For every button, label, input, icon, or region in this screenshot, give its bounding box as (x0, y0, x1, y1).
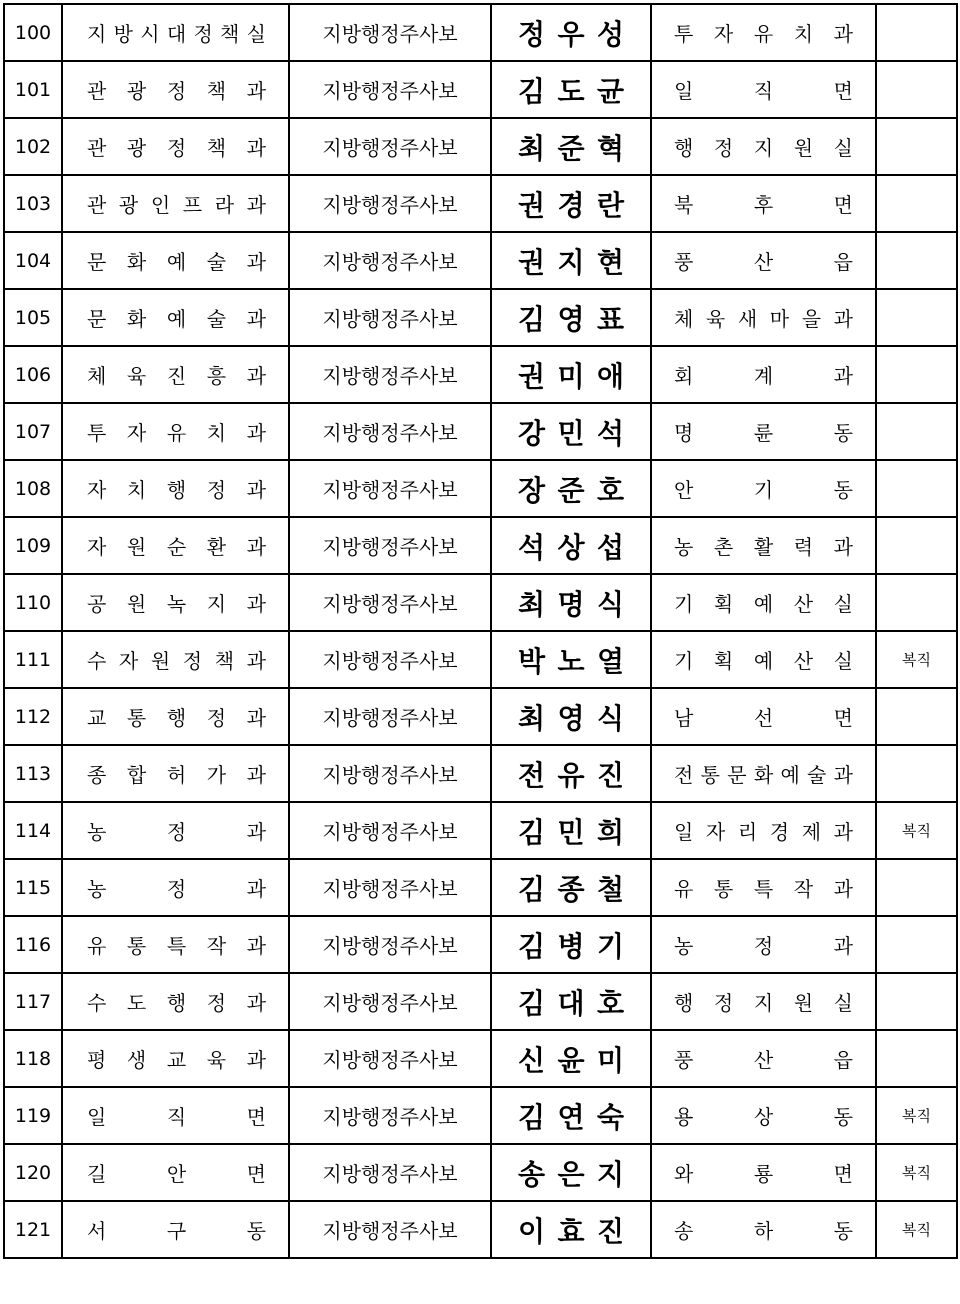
table-row (4, 1087, 957, 1144)
row-number: 103 (4, 175, 62, 232)
spaced-text: 서 구 동 (87, 1219, 266, 1243)
new-department (651, 517, 876, 574)
current-department (62, 232, 289, 289)
person-name (491, 460, 651, 517)
spaced-text: 공 원 녹 지 과 (87, 592, 266, 616)
remarks: 복직 (876, 1201, 957, 1258)
spaced-text: 송 하 동 (674, 1219, 853, 1243)
spaced-text: 명 륜 동 (674, 421, 853, 445)
remarks (876, 289, 957, 346)
table-row (4, 118, 957, 175)
table-row (4, 175, 957, 232)
rank: 지방행정주사보 (289, 403, 491, 460)
current-department (62, 973, 289, 1030)
row-number: 115 (4, 859, 62, 916)
spaced-text: 자 원 순 환 과 (87, 535, 266, 559)
person-name (491, 346, 651, 403)
new-department (651, 118, 876, 175)
spaced-text: 자 치 행 정 과 (87, 478, 266, 502)
current-department (62, 745, 289, 802)
remarks (876, 973, 957, 1030)
remarks (876, 859, 957, 916)
spaced-text: 평 생 교 육 과 (87, 1048, 266, 1072)
spaced-text: 농 정 과 (87, 877, 266, 901)
rank: 지방행정주사보 (289, 61, 491, 118)
spaced-text: 수 자 원 정 책 과 (87, 649, 266, 673)
row-number: 111 (4, 631, 62, 688)
current-department (62, 631, 289, 688)
new-department (651, 346, 876, 403)
table-row (4, 859, 957, 916)
person-name (491, 1201, 651, 1258)
new-department (651, 460, 876, 517)
rank: 지방행정주사보 (289, 289, 491, 346)
table-row (4, 973, 957, 1030)
spaced-text: 권 미 애 (518, 359, 624, 393)
person-name (491, 4, 651, 61)
new-department (651, 1144, 876, 1201)
rank: 지방행정주사보 (289, 745, 491, 802)
row-number: 120 (4, 1144, 62, 1201)
person-name (491, 1144, 651, 1201)
spaced-text: 안 기 동 (674, 478, 853, 502)
person-name (491, 232, 651, 289)
person-name (491, 745, 651, 802)
spaced-text: 석 상 섭 (518, 530, 624, 564)
spaced-text: 김 종 철 (518, 872, 624, 906)
spaced-text: 유 통 특 작 과 (87, 934, 266, 958)
row-number: 105 (4, 289, 62, 346)
remarks (876, 574, 957, 631)
new-department (651, 1087, 876, 1144)
rank: 지방행정주사보 (289, 118, 491, 175)
person-name (491, 688, 651, 745)
table-row (4, 688, 957, 745)
table-row (4, 1144, 957, 1201)
new-department (651, 574, 876, 631)
person-name (491, 859, 651, 916)
person-name (491, 517, 651, 574)
table-row (4, 916, 957, 973)
current-department (62, 916, 289, 973)
current-department (62, 175, 289, 232)
rank: 지방행정주사보 (289, 175, 491, 232)
rank: 지방행정주사보 (289, 4, 491, 61)
spaced-text: 문 화 예 술 과 (87, 307, 266, 331)
table-row (4, 802, 957, 859)
new-department (651, 802, 876, 859)
new-department (651, 631, 876, 688)
rank: 지방행정주사보 (289, 631, 491, 688)
current-department (62, 289, 289, 346)
spaced-text: 회 계 과 (674, 364, 853, 388)
table-row (4, 574, 957, 631)
remarks (876, 175, 957, 232)
spaced-text: 투 자 유 치 과 (87, 421, 266, 445)
spaced-text: 김 영 표 (518, 302, 624, 336)
spaced-text: 신 윤 미 (518, 1043, 624, 1077)
spaced-text: 와 룡 면 (674, 1162, 853, 1186)
spaced-text: 기 획 예 산 실 (674, 649, 853, 673)
spaced-text: 최 준 혁 (518, 131, 624, 165)
remarks: 복직 (876, 631, 957, 688)
table-row (4, 1201, 957, 1258)
table-row (4, 745, 957, 802)
new-department (651, 4, 876, 61)
spaced-text: 교 통 행 정 과 (87, 706, 266, 730)
spaced-text: 박 노 열 (518, 644, 624, 678)
spaced-text: 행 정 지 원 실 (674, 991, 853, 1015)
current-department (62, 346, 289, 403)
spaced-text: 기 획 예 산 실 (674, 592, 853, 616)
spaced-text: 풍 산 읍 (674, 250, 853, 274)
new-department (651, 688, 876, 745)
new-department (651, 859, 876, 916)
table-row (4, 631, 957, 688)
spaced-text: 유 통 특 작 과 (674, 877, 853, 901)
remarks: 복직 (876, 802, 957, 859)
row-number: 116 (4, 916, 62, 973)
remarks (876, 916, 957, 973)
table-row (4, 460, 957, 517)
remarks (876, 1030, 957, 1087)
spaced-text: 김 도 균 (518, 74, 624, 108)
person-name (491, 1087, 651, 1144)
remarks (876, 403, 957, 460)
new-department (651, 289, 876, 346)
rank: 지방행정주사보 (289, 346, 491, 403)
spaced-text: 권 경 란 (518, 188, 624, 222)
rank: 지방행정주사보 (289, 517, 491, 574)
spaced-text: 관 광 정 책 과 (87, 79, 266, 103)
current-department (62, 4, 289, 61)
personnel-table (3, 3, 958, 1259)
table-row (4, 517, 957, 574)
spaced-text: 일 직 면 (674, 79, 853, 103)
row-number: 112 (4, 688, 62, 745)
table-row (4, 61, 957, 118)
current-department (62, 403, 289, 460)
remarks (876, 232, 957, 289)
new-department (651, 745, 876, 802)
current-department (62, 1201, 289, 1258)
person-name (491, 802, 651, 859)
remarks (876, 4, 957, 61)
person-name (491, 916, 651, 973)
current-department (62, 460, 289, 517)
new-department (651, 175, 876, 232)
row-number: 102 (4, 118, 62, 175)
spaced-text: 김 민 희 (518, 815, 624, 849)
remarks (876, 460, 957, 517)
person-name (491, 175, 651, 232)
remarks (876, 688, 957, 745)
rank: 지방행정주사보 (289, 802, 491, 859)
remarks (876, 517, 957, 574)
rank: 지방행정주사보 (289, 460, 491, 517)
remarks (876, 346, 957, 403)
spaced-text: 종 합 허 가 과 (87, 763, 266, 787)
spaced-text: 체 육 진 흥 과 (87, 364, 266, 388)
spaced-text: 길 안 면 (87, 1162, 266, 1186)
current-department (62, 1087, 289, 1144)
current-department (62, 61, 289, 118)
spaced-text: 용 상 동 (674, 1105, 853, 1129)
table-row (4, 4, 957, 61)
spaced-text: 일 직 면 (87, 1105, 266, 1129)
spaced-text: 농 정 과 (87, 820, 266, 844)
rank: 지방행정주사보 (289, 1087, 491, 1144)
rank: 지방행정주사보 (289, 1144, 491, 1201)
row-number: 114 (4, 802, 62, 859)
person-name (491, 403, 651, 460)
rank: 지방행정주사보 (289, 232, 491, 289)
person-name (491, 61, 651, 118)
current-department (62, 118, 289, 175)
new-department (651, 1201, 876, 1258)
person-name (491, 631, 651, 688)
row-number: 108 (4, 460, 62, 517)
spaced-text: 장 준 호 (518, 473, 624, 507)
spaced-text: 수 도 행 정 과 (87, 991, 266, 1015)
spaced-text: 권 지 현 (518, 245, 624, 279)
person-name (491, 574, 651, 631)
remarks: 복직 (876, 1087, 957, 1144)
new-department (651, 232, 876, 289)
remarks (876, 118, 957, 175)
spaced-text: 북 후 면 (674, 193, 853, 217)
row-number: 118 (4, 1030, 62, 1087)
rank: 지방행정주사보 (289, 1030, 491, 1087)
row-number: 119 (4, 1087, 62, 1144)
spaced-text: 농 촌 활 력 과 (674, 535, 853, 559)
current-department (62, 574, 289, 631)
current-department (62, 802, 289, 859)
row-number: 117 (4, 973, 62, 1030)
row-number: 104 (4, 232, 62, 289)
remarks (876, 61, 957, 118)
new-department (651, 916, 876, 973)
rank: 지방행정주사보 (289, 973, 491, 1030)
spaced-text: 관 광 인 프 라 과 (87, 193, 266, 217)
spaced-text: 남 선 면 (674, 706, 853, 730)
row-number: 109 (4, 517, 62, 574)
personnel-table-body (4, 4, 957, 1258)
spaced-text: 체 육 새 마 을 과 (674, 307, 853, 331)
new-department (651, 61, 876, 118)
spaced-text: 이 효 진 (518, 1214, 624, 1248)
table-row (4, 403, 957, 460)
row-number: 110 (4, 574, 62, 631)
spaced-text: 최 명 식 (518, 587, 624, 621)
spaced-text: 전 통 문 화 예 술 과 (674, 763, 853, 787)
current-department (62, 1030, 289, 1087)
row-number: 107 (4, 403, 62, 460)
table-row (4, 1030, 957, 1087)
person-name (491, 118, 651, 175)
spaced-text: 행 정 지 원 실 (674, 136, 853, 160)
table-row (4, 346, 957, 403)
spaced-text: 농 정 과 (674, 934, 853, 958)
new-department (651, 973, 876, 1030)
person-name (491, 1030, 651, 1087)
current-department (62, 688, 289, 745)
rank: 지방행정주사보 (289, 1201, 491, 1258)
spaced-text: 강 민 석 (518, 416, 624, 450)
spaced-text: 일 자 리 경 제 과 (674, 820, 853, 844)
person-name (491, 973, 651, 1030)
person-name (491, 289, 651, 346)
table-row (4, 289, 957, 346)
new-department (651, 403, 876, 460)
new-department (651, 1030, 876, 1087)
rank: 지방행정주사보 (289, 859, 491, 916)
spaced-text: 전 유 진 (518, 758, 624, 792)
current-department (62, 517, 289, 574)
spaced-text: 김 대 호 (518, 986, 624, 1020)
spaced-text: 최 영 식 (518, 701, 624, 735)
rank: 지방행정주사보 (289, 688, 491, 745)
spaced-text: 풍 산 읍 (674, 1048, 853, 1072)
spaced-text: 관 광 정 책 과 (87, 136, 266, 160)
current-department (62, 859, 289, 916)
spaced-text: 송 은 지 (518, 1157, 624, 1191)
row-number: 101 (4, 61, 62, 118)
remarks: 복직 (876, 1144, 957, 1201)
spaced-text: 김 병 기 (518, 929, 624, 963)
row-number: 113 (4, 745, 62, 802)
rank: 지방행정주사보 (289, 574, 491, 631)
table-row (4, 232, 957, 289)
spaced-text: 투 자 유 치 과 (674, 22, 853, 46)
spaced-text: 김 연 숙 (518, 1100, 624, 1134)
spaced-text: 지 방 시 대 정 책 실 (87, 22, 266, 46)
row-number: 106 (4, 346, 62, 403)
row-number: 121 (4, 1201, 62, 1258)
spaced-text: 정 우 성 (518, 17, 624, 51)
remarks (876, 745, 957, 802)
row-number: 100 (4, 4, 62, 61)
current-department (62, 1144, 289, 1201)
rank: 지방행정주사보 (289, 916, 491, 973)
spaced-text: 문 화 예 술 과 (87, 250, 266, 274)
